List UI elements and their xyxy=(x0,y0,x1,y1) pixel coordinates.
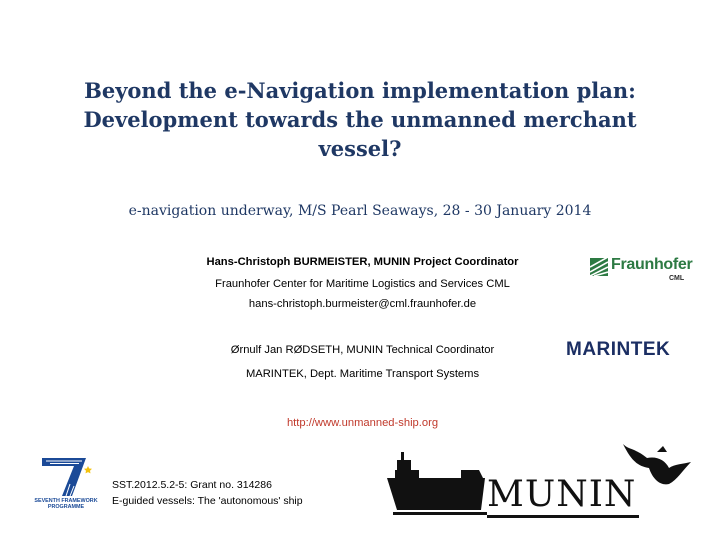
presenter1-org: Fraunhofer Center for Maritime Logistics and Services CML xyxy=(215,278,510,290)
grant-line-2: E-guided vessels: The 'autonomous' ship xyxy=(112,494,303,507)
fraunhofer-logo xyxy=(590,256,693,286)
event-subtitle: e-navigation underway, M/S Pearl Seaways, 28 - 30 January 2014 xyxy=(128,203,592,219)
slide-title xyxy=(60,76,660,163)
presenter1-name: Hans-Christoph BURMEISTER, MUNIN Project Coordinator xyxy=(206,256,519,268)
fraunhofer-wordmark: Fraunhofer xyxy=(611,256,693,273)
website-link[interactable]: http://www.unmanned-ship.org xyxy=(286,417,439,429)
fraunhofer-logo-icon xyxy=(590,258,608,276)
presenter1-email[interactable]: hans-christoph.burmeister@cml.fraunhofer.de xyxy=(248,298,477,310)
fraunhofer-cml-label: CML xyxy=(669,275,685,282)
grant-line-1: SST.2012.5.2-5: Grant no. 314286 xyxy=(112,479,272,491)
fp7-label-line2: PROGRAMME xyxy=(47,504,85,511)
grant-info xyxy=(112,478,303,509)
munin-underline xyxy=(487,515,639,518)
title-line-1: Beyond the e-Navigation implementation plan: xyxy=(84,78,636,103)
title-line-2: Development towards the unmanned merchant xyxy=(83,107,637,132)
marintek-logo: MARINTEK xyxy=(566,339,671,360)
presenter2-org: MARINTEK, Dept. Maritime Transport Systems xyxy=(245,368,480,380)
munin-wordmark: MUNIN xyxy=(487,474,637,515)
title-line-3: vessel? xyxy=(318,136,402,161)
presenter2-name: Ørnulf Jan RØDSETH, MUNIN Technical Coordinator xyxy=(230,344,495,356)
ship-silhouette-icon xyxy=(387,452,487,515)
fp7-label-line1: SEVENTH FRAMEWORK xyxy=(34,498,98,504)
fp7-label xyxy=(30,498,102,510)
